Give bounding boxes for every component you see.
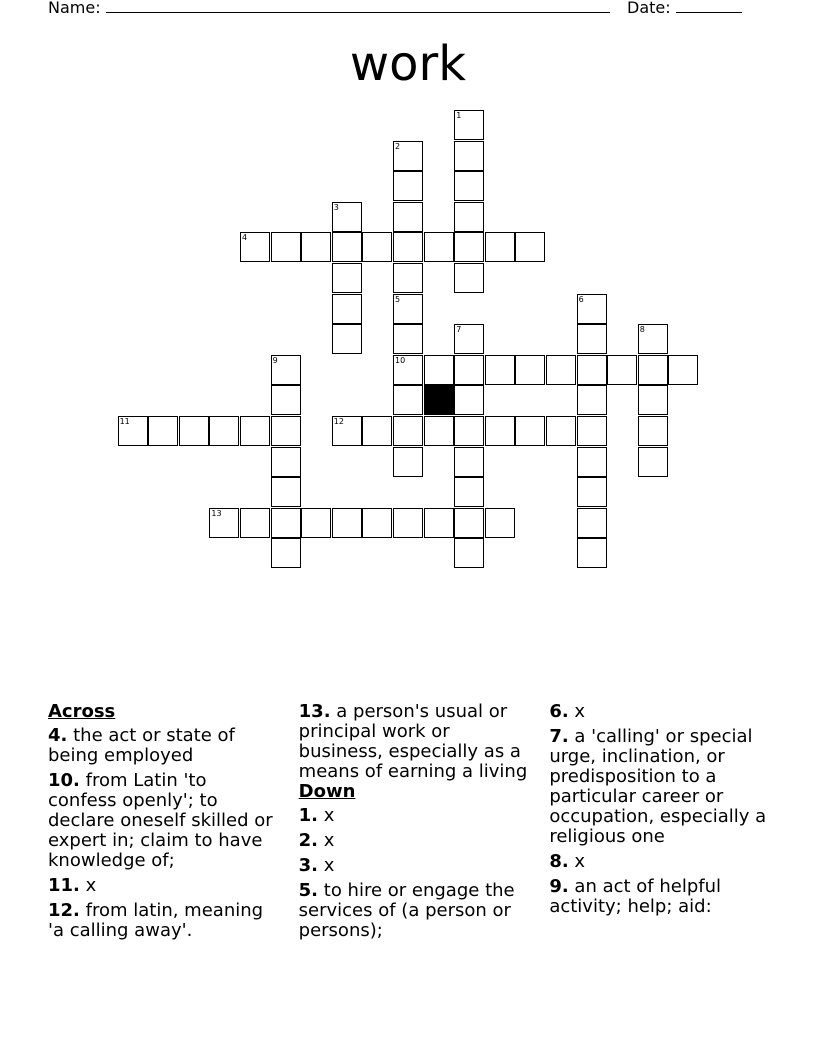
clues-section bbox=[48, 702, 778, 962]
across-heading: Across bbox=[48, 701, 116, 722]
grid-cell[interactable] bbox=[454, 171, 484, 201]
grid-cell[interactable] bbox=[393, 263, 423, 293]
grid-cell[interactable] bbox=[332, 263, 362, 293]
grid-cell[interactable] bbox=[454, 477, 484, 507]
grid-cell[interactable] bbox=[607, 355, 637, 385]
grid-cell[interactable] bbox=[393, 447, 423, 477]
grid-cell[interactable] bbox=[638, 416, 668, 446]
grid-cell[interactable] bbox=[362, 416, 392, 446]
grid-cell[interactable] bbox=[271, 416, 301, 446]
grid-cell[interactable] bbox=[454, 263, 484, 293]
across-clue bbox=[48, 771, 277, 871]
clue-number: 5. bbox=[298, 880, 319, 901]
clue-text: from Latin 'to confess openly'; to declare oneself skilled or expert in; claim to have knowledge of; bbox=[48, 770, 273, 871]
down-clue bbox=[299, 881, 528, 941]
grid-cell[interactable] bbox=[424, 416, 454, 446]
grid-cell[interactable] bbox=[454, 538, 484, 568]
down-clue bbox=[549, 877, 778, 917]
clue-number: 8. bbox=[549, 851, 569, 872]
grid-cell[interactable] bbox=[271, 232, 301, 262]
clue-text: x bbox=[574, 701, 586, 722]
clue-text: an act of helpful activity; help; aid: bbox=[549, 876, 722, 917]
grid-cell[interactable] bbox=[424, 232, 454, 262]
clue-text: x bbox=[574, 851, 586, 872]
grid-cell[interactable] bbox=[454, 232, 484, 262]
down-heading: Down bbox=[298, 781, 356, 802]
grid-cell[interactable] bbox=[485, 355, 515, 385]
grid-cell[interactable] bbox=[393, 416, 423, 446]
grid-cell[interactable] bbox=[271, 385, 301, 415]
clue-text: x bbox=[323, 805, 335, 826]
grid-number: 3 bbox=[333, 202, 339, 212]
grid-cell[interactable] bbox=[393, 171, 423, 201]
grid-cell[interactable] bbox=[332, 232, 362, 262]
grid-cell[interactable] bbox=[577, 324, 607, 354]
grid-cell[interactable] bbox=[546, 416, 576, 446]
grid-cell[interactable] bbox=[515, 416, 545, 446]
grid-cell[interactable] bbox=[485, 416, 515, 446]
across-clue bbox=[299, 702, 528, 782]
grid-cell[interactable] bbox=[577, 538, 607, 568]
grid-cell[interactable] bbox=[240, 416, 270, 446]
grid-cell[interactable] bbox=[271, 508, 301, 538]
clue-text: x bbox=[323, 830, 335, 851]
grid-cell[interactable] bbox=[179, 416, 209, 446]
grid-cell[interactable] bbox=[271, 477, 301, 507]
down-clue bbox=[299, 806, 528, 826]
clue-text: x bbox=[323, 855, 335, 876]
grid-cell[interactable] bbox=[393, 385, 423, 415]
grid-cell[interactable] bbox=[301, 508, 331, 538]
down-clue bbox=[299, 831, 528, 851]
grid-cell[interactable] bbox=[577, 385, 607, 415]
clue-number: 4. bbox=[48, 725, 68, 746]
grid-cell[interactable] bbox=[454, 447, 484, 477]
grid-cell[interactable] bbox=[515, 232, 545, 262]
grid-cell[interactable] bbox=[454, 416, 484, 446]
grid-cell[interactable] bbox=[454, 141, 484, 171]
clue-number: 1. bbox=[298, 805, 319, 826]
clue-number: 2. bbox=[298, 830, 319, 851]
grid-number: 1 bbox=[456, 111, 462, 120]
grid-number: 6 bbox=[578, 294, 584, 304]
grid-cell[interactable] bbox=[577, 355, 607, 385]
clue-number: 7. bbox=[549, 726, 569, 747]
grid-cell[interactable] bbox=[393, 202, 423, 232]
grid-cell[interactable] bbox=[240, 508, 270, 538]
grid-cell[interactable] bbox=[454, 508, 484, 538]
grid-cell[interactable] bbox=[362, 508, 392, 538]
grid-cell[interactable] bbox=[638, 385, 668, 415]
name-label: Name: bbox=[48, 0, 101, 17]
grid-cell[interactable] bbox=[638, 447, 668, 477]
grid-cell[interactable] bbox=[454, 385, 484, 415]
clue-text: to hire or engage the services of (a person or persons); bbox=[298, 880, 515, 941]
clue-number: 13. bbox=[298, 701, 331, 722]
date-label: Date: bbox=[627, 0, 671, 17]
grid-cell[interactable] bbox=[271, 447, 301, 477]
grid-cell[interactable] bbox=[271, 538, 301, 568]
clue-number: 6. bbox=[549, 701, 569, 722]
grid-cell[interactable] bbox=[393, 232, 423, 262]
grid-cell[interactable] bbox=[546, 355, 576, 385]
grid-cell[interactable] bbox=[424, 355, 454, 385]
clue-number: 3. bbox=[298, 855, 319, 876]
grid-number: 9 bbox=[272, 355, 278, 365]
down-clue bbox=[549, 852, 778, 872]
grid-cell[interactable] bbox=[332, 324, 362, 354]
grid-number: 10 bbox=[395, 355, 406, 365]
clue-text: x bbox=[85, 875, 97, 896]
black-cell bbox=[424, 385, 454, 415]
grid-cell[interactable] bbox=[393, 324, 423, 354]
down-clue bbox=[549, 702, 778, 722]
page-title: work bbox=[349, 36, 467, 92]
grid-cell[interactable] bbox=[668, 355, 698, 385]
clue-text: a person's usual or principal work or business, especially as a means of earning a living bbox=[298, 701, 528, 782]
grid-cell[interactable] bbox=[515, 355, 545, 385]
clue-number: 10. bbox=[48, 770, 80, 791]
grid-number: 4 bbox=[242, 233, 248, 243]
grid-cell[interactable] bbox=[301, 232, 331, 262]
down-clue bbox=[299, 856, 528, 876]
grid-cell[interactable] bbox=[362, 232, 392, 262]
grid-number: 12 bbox=[333, 417, 344, 426]
grid-cell[interactable] bbox=[577, 447, 607, 477]
across-clue bbox=[48, 901, 277, 941]
grid-cell[interactable] bbox=[638, 355, 668, 385]
grid-cell[interactable] bbox=[485, 508, 515, 538]
clue-number: 11. bbox=[48, 875, 80, 896]
grid-cell[interactable] bbox=[209, 416, 239, 446]
clue-number: 12. bbox=[48, 900, 80, 921]
grid-number: 7 bbox=[456, 325, 462, 335]
grid-number: 13 bbox=[211, 508, 222, 518]
clue-number: 9. bbox=[549, 876, 569, 897]
clue-text: the act or state of being employed bbox=[48, 725, 235, 766]
grid-cell[interactable] bbox=[577, 477, 607, 507]
grid-number: 11 bbox=[119, 417, 130, 426]
grid-cell[interactable] bbox=[577, 416, 607, 446]
across-clue bbox=[48, 726, 277, 766]
grid-cell[interactable] bbox=[332, 294, 362, 324]
grid-number: 2 bbox=[395, 141, 401, 151]
grid-cell[interactable] bbox=[424, 508, 454, 538]
clue-text: from latin, meaning 'a calling away'. bbox=[48, 900, 264, 941]
grid-cell[interactable] bbox=[454, 355, 484, 385]
grid-number: 5 bbox=[395, 294, 401, 304]
across-clue bbox=[48, 876, 277, 896]
grid-number: 8 bbox=[639, 325, 645, 335]
grid-cell[interactable] bbox=[332, 508, 362, 538]
grid-cell[interactable] bbox=[577, 508, 607, 538]
grid-cell[interactable] bbox=[485, 232, 515, 262]
down-clue bbox=[549, 727, 778, 847]
grid-cell[interactable] bbox=[454, 202, 484, 232]
clue-text: a 'calling' or special urge, inclination, or predisposition to a particular career or occupation, especially a religious one bbox=[549, 726, 767, 847]
grid-cell[interactable] bbox=[148, 416, 178, 446]
grid-cell[interactable] bbox=[393, 508, 423, 538]
